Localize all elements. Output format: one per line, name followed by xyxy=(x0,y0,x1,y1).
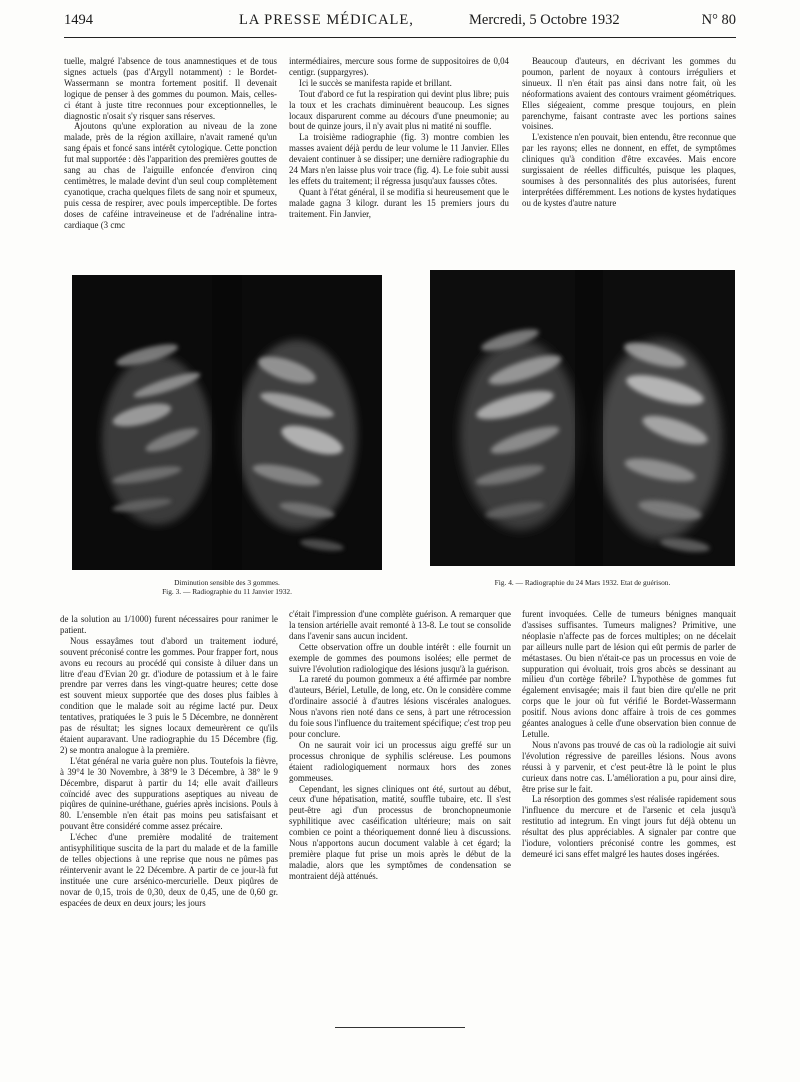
paragraph: Ici le succès se manifesta rapide et brillant. xyxy=(299,77,452,88)
figure-4-radiograph xyxy=(430,270,735,566)
paragraph: intermédiaires, mercure sous forme de suppositoires de 0,04 centigr. (suppargyres). xyxy=(289,56,509,77)
paragraph: Tout d'abord ce fut la respiration qui devint plus libre; puis la toux et les crachats diminuèrent beaucoup. Les signes locaux disparurent comme au décours d'une pneumonie; au bout de quinze jours, il n'y avait plus ni matité ni souffle. xyxy=(289,88,509,132)
paragraph: c'était l'impression d'une complète guérison. A remarquer que la tension artérielle avait remonté à 13-8. Le tout se consolide dans l'avenir sans aucun incident. xyxy=(289,609,511,641)
top-column-1 xyxy=(64,56,277,231)
paragraph: L'état général ne varia guère non plus. Toutefois la fièvre, à 39°4 le 30 Novembre, à 38°9 le 3 Décembre, à 38° le 9 Décembre, disparut à partir du 14; elle avait d'ailleurs coïncidé avec des suppurations aseptiques au niveau de piqûres de quinine-uréthane, guéries après incisions. Pouls à 80. L'ensemble n'en était pas moins peu satisfaisant et pouvant être considéré comme assez précaire. xyxy=(60,755,278,832)
paragraph: La résorption des gommes s'est réalisée rapidement sous l'influence du mercure et de l'arsenic et cela jusqu'à restitutio ad integrum. En vingt jours fut déjà obtenu un résultat des plus appréciables. A signaler par contre que l'iodure, volontiers préconisé contre les gommes, est demeuré ici sans effet malgré les hautes doses ingérées. xyxy=(522,794,736,859)
paragraph: Quant à l'état général, il se modifia si heureusement que le malade gagna 3 kilogr. durant les 15 premiers jours du traitement. Fin Janvier, xyxy=(289,186,509,219)
paragraph: L'échec d'une première modalité de traitement antisyphilitique suscita de la part du malade et de la famille de telles objections à une reprise que nous ne pûmes pas réintervenir avant le 22 Décembre. A partir de ce jour-là fut instituée une cure arsénico-mercurielle. Deux piqûres de novar de 0,15, trois de 0,30, deux de 0,45, une de 0,60 gr. espacées de deux en deux jours; les jours xyxy=(60,832,278,908)
paragraph: Nous essayâmes tout d'abord un traitement ioduré, souvent préconisé contre les gommes. Pour frapper fort, nous avons eu recours au procédé qui consiste à diluer dans un litre d'eau d'Evian 20 gr. d'iodure de potassium et à le faire prendre par verres dans les vingt-quatre heures; cette dose est souvent mieux supportée que des doses plus faibles à condition que le malade soit au régime lacté pur. Deux tentatives, pratiquées le 3 puis le 5 Décembre, ne donnèrent pas de résultat; les signes locaux demeurèrent ce qu'ils étaient auparavant. Une radiographie du 15 Décembre (fig. 2) se montra analogue à la première. xyxy=(60,635,278,755)
paragraph: furent invoquées. Celle de tumeurs bénignes manquait d'assises suffisantes. Tumeurs malignes? Primitive, une néoplasie n'affecte pas de forces multiples; on ne décelait par ailleurs nulle part de lésion qui eût permis de parler de métastases. Ou bien n'était-ce pas un processus en voie de suppuration qui évoluait, trois gros abcès se dessinant au milieu d'un cortège fébrile? L'hypothèse de gommes fut également envisagée; mais il faut bien dire qu'elle ne prit corps que le jour où fut vérifié le Bordet-Wassermann positif. Nous avions donc affaire à trois de ces gommes géantes analogues à celle d'une observation bien connue de Letulle. xyxy=(522,609,736,739)
paragraph: Beaucoup d'auteurs, en décrivant les gommes du poumon, parlent de noyaux à contours irréguliers et sinueux. Il n'en était pas ainsi dans notre fait, où les néoformations avaient des contours vraiment géométriques. Elles siégeaient, comme presque toujours, en plein parenchyme, faisant contraste avec les portions saines voisines. xyxy=(522,56,736,132)
page-number: 1494 xyxy=(64,12,93,28)
paragraph: On ne saurait voir ici un processus aigu greffé sur un processus chronique de syphilis scléreuse. Les poumons étaient radiologiquement normaux hors des zones gommeuses. xyxy=(289,739,511,783)
issue-date: Mercredi, 5 Octobre 1932 xyxy=(469,12,620,28)
journal-title: LA PRESSE MÉDICALE, xyxy=(239,12,414,28)
bottom-column-3 xyxy=(522,609,736,860)
issue-number: N° 80 xyxy=(701,12,736,28)
header-rule xyxy=(64,37,736,38)
paragraph: La rareté du poumon gommeux a été affirmée par nombre d'auteurs, Bériel, Letulle, de long, etc. On le considère comme d'ordinaire associé à d'autres lésions viscérales analogues. Nous n'avons rien noté dans ce sens, à part une rétrocession du foie sous l'influence du traitement spécifique; c'est trop peu pour conclure. xyxy=(289,674,511,739)
figure-3-caption-line-1: Diminution sensible des 3 gommes. xyxy=(174,578,280,587)
paragraph: tuelle, malgré l'absence de tous anamnestiques et de tous signes actuels (pas d'Argyll notamment) : le Bordet-Wassermann se montra fortement positif. Il devenait logique de penser à des gommes du poumon. Mais, celles-ci étant à juste titre reconnues pour exceptionnelles, le diagnostic n'osait s'y risquer sans réserves. xyxy=(64,56,277,121)
figure-4-caption-line: Fig. 4. — Radiographie du 24 Mars 1932. Etat de guérison. xyxy=(494,578,671,587)
top-column-2 xyxy=(289,56,509,220)
figure-3-radiograph xyxy=(72,275,382,570)
section-end-rule xyxy=(335,1027,465,1028)
paragraph: Ajoutons qu'une exploration au niveau de la zone malade, près de la région axillaire, n'avait ramené qu'un sang épais et foncé sans intérêt cytologique. Cette ponction fut mal supportée : dès l'apparition des premières gouttes de sang au chas de l'aiguille enfoncée d'environ cinq centimètres, le malade devint d'un seul coup complètement cyanotique, cracha quelques filets de sang noir et spumeux, puis cessa de respirer, avec pouls imperceptible. De fortes doses de caféine intraveineuse et de l'adrénaline intra-cardiaque (3 cmc xyxy=(64,121,277,230)
top-column-3 xyxy=(522,56,736,209)
figure-3-caption-line-2: Fig. 3. — Radiographie du 11 Janvier 1932. xyxy=(162,587,292,596)
figure-3-caption xyxy=(72,578,382,596)
paragraph: de la solution au 1/1000) furent nécessaires pour ranimer le patient. xyxy=(60,614,278,635)
page-header xyxy=(64,10,736,36)
figure-4-caption xyxy=(430,578,735,587)
bottom-column-1 xyxy=(60,614,278,908)
paragraph: Cependant, les signes cliniques ont été, surtout au début, ceux d'une hépatisation, matité, souffle tubaire, etc. Il s'est peut-être agi d'un processus de bronchopneumonie syphilitique avec caséification ultérieure; mais on sait combien ce point a théoriquement donné lieu à discussions. Nous n'apportons aucun document valable à cet égard; la première plaque fut prise un mois après le début de la maladie, alors que les symptômes de condensation se montraient déjà atténués. xyxy=(289,783,511,881)
paragraph: Nous n'avons pas trouvé de cas où la radiologie ait suivi l'évolution régressive de pareilles lésions. Nous avons réussi à y parvenir, et c'est peut-être là le point le plus curieux dans notre cas. L'amélioration a pu, pour ainsi dire, être prise sur le fait. xyxy=(522,739,736,794)
paragraph: La troisième radiographie (fig. 3) montre combien les masses avaient déjà perdu de leur volume le 11 Janvier. Elles devaient continuer à se dissiper; une dernière radiographie du 24 Mars n'en laisse plus voir trace (fig. 4). Le foie subit aussi les effets du traitement; il régressa jusqu'aux fausses côtes. xyxy=(289,132,509,186)
bottom-column-2 xyxy=(289,609,511,882)
paragraph: Cette observation offre un double intérêt : elle fournit un exemple de gommes des poumons isolées; elle permet de suivre l'évolution radiologique des lésions jusqu'à la guérison. xyxy=(289,641,511,674)
paragraph: L'existence n'en pouvait, bien entendu, être reconnue que par les rayons; elles ne donnent, en effet, de symptômes cliniques qu'à condition d'être excavées. Mais encore surgissaient de réelles difficultés, puisque les plaques, soumises à des personnalités des plus autorisées, furent interprétées différemment. Les notions de kystes hydatiques ou de kystes d'autre nature xyxy=(522,132,736,208)
